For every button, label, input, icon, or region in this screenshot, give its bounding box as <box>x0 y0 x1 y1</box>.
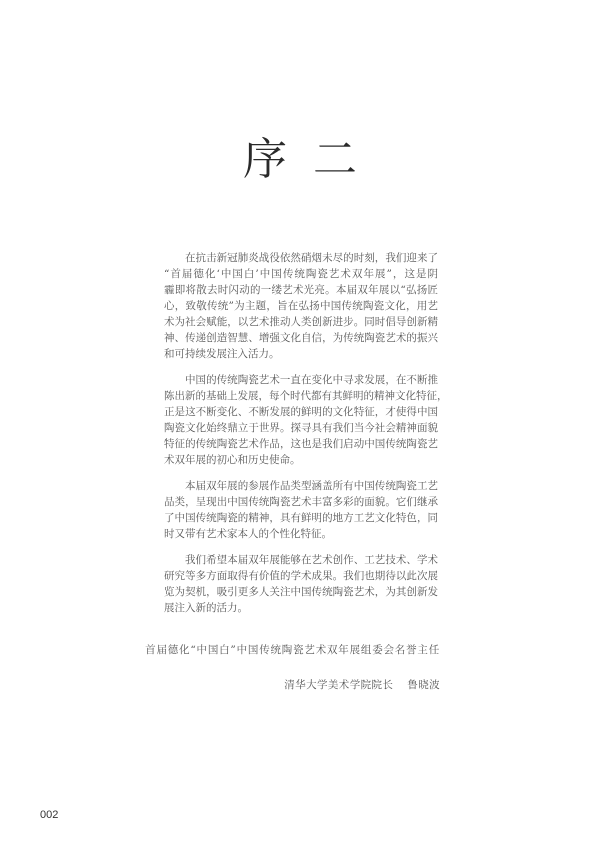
text-line: 和可持续发展注入活力。 <box>164 348 280 360</box>
text-line: 中国的传统陶瓷艺术一直在变化中寻求发展，在不断推 <box>185 374 438 386</box>
text-line: 神、传递创造智慧、增强文化自信，为传统陶瓷艺术的振兴 <box>164 332 438 344</box>
signature-affiliation: 清华大学美术学院院长 <box>284 679 394 691</box>
text-line: 心，致敬传统”为主题，旨在弘扬中国传统陶瓷文化，用艺 <box>164 300 438 312</box>
text-line: 研究等多方面取得有价值的学术成果。我们也期待以此次展 <box>164 570 438 582</box>
page-title: 序二 <box>243 134 383 185</box>
text-line: 陶瓷文化始终鼎立于世界。探寻具有我们当今社会精神面貌 <box>164 422 438 434</box>
signature-block <box>145 642 440 693</box>
text-line: 时又带有艺术家本人的个性化特征。 <box>164 528 332 540</box>
text-line: 霾即将散去时闪动的一缕艺术光亮。本届双年展以“弘扬匠 <box>164 284 438 296</box>
signature-title: 首届德化“中国白”中国传统陶瓷艺术双年展组委会名誉主任 <box>145 644 440 656</box>
text-line: 览为契机，吸引更多人关注中国传统陶瓷艺术，为其创新发 <box>164 586 438 598</box>
text-line: 正是这不断变化、不断发展的鲜明的文化特征，才使得中国 <box>164 406 438 418</box>
text-line: 术为社会赋能，以艺术推动人类创新进步。同时倡导创新精 <box>164 316 438 328</box>
paragraph-3 <box>164 478 438 542</box>
signature-name: 鲁晓波 <box>407 679 440 691</box>
text-line: 术双年展的初心和历史使命。 <box>164 454 301 466</box>
text-line: 特征的传统陶瓷艺术作品，这也是我们启动中国传统陶瓷艺 <box>164 438 438 450</box>
text-line: 在抗击新冠肺炎战役依然硝烟未尽的时刻，我们迎来了 <box>185 252 438 264</box>
paragraph-1 <box>164 250 438 362</box>
text-line: “首届德化‘中国白’中国传统陶瓷艺术双年展”，这是阴 <box>164 268 438 280</box>
preface-body <box>164 250 448 626</box>
signature-credit <box>145 677 440 693</box>
text-line: 本届双年展的参展作品类型涵盖所有中国传统陶瓷工艺 <box>185 480 438 492</box>
text-line: 我们希望本届双年展能够在艺术创作、工艺技术、学术 <box>185 554 438 566</box>
text-line: 品类，呈现出中国传统陶瓷艺术丰富多彩的面貌。它们继承 <box>164 496 438 508</box>
paragraph-2 <box>164 372 448 468</box>
page-number: 002 <box>40 809 59 821</box>
paragraph-4 <box>164 552 438 616</box>
text-line: 了中国传统陶瓷的精神，具有鲜明的地方工艺文化特色，同 <box>164 512 438 524</box>
text-line: 陈出新的基础上发展，每个时代都有其鲜明的精神文化特征， <box>164 390 448 402</box>
text-line: 展注入新的活力。 <box>164 602 248 614</box>
